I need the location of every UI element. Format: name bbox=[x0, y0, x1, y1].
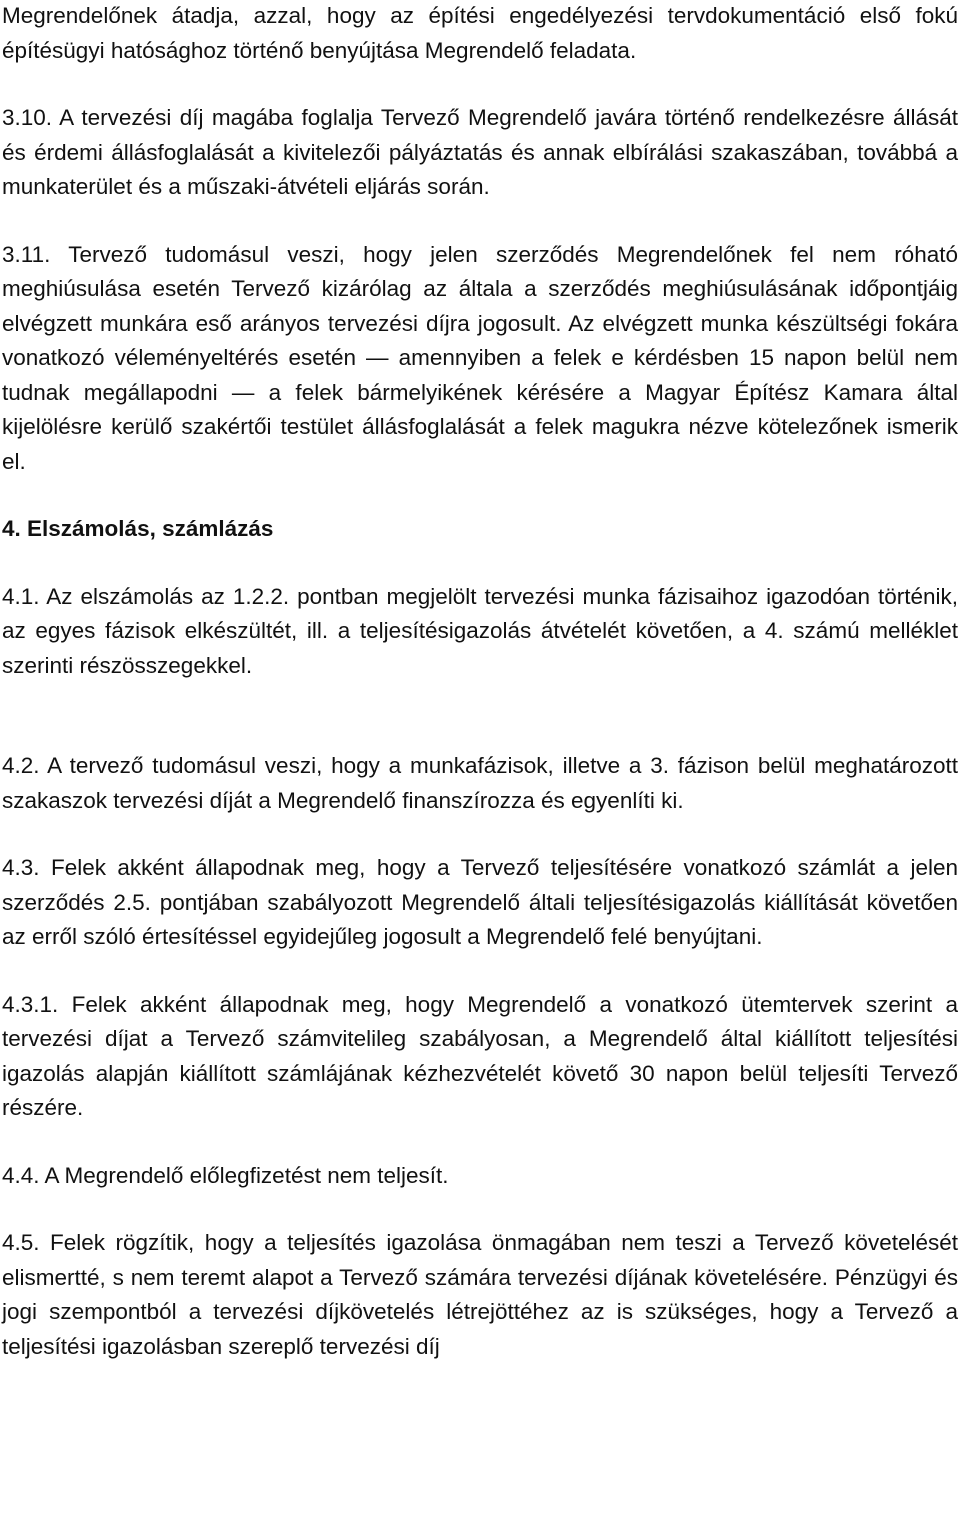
section-heading-4: 4. Elszámolás, számlázás bbox=[2, 516, 274, 541]
paragraph-4-3: 4.3. Felek akként állapodnak meg, hogy a Tervező teljesítésére vonatkozó számlát a jelen szerződés 2.5. pontjában szabályozott Megrendelő általi teljesítésigazolás kiállítását követően az erről szóló értesítéssel egyidejűleg jogosult a Megrendelő felé benyújtani. bbox=[2, 855, 958, 949]
paragraph-3-10: 3.10. A tervezési díj magába foglalja Tervező Megrendelő javára történő rendelkezésre állását és érdemi állásfoglalását a kivitelezői pályáztatás és annak elbírálási szakaszában, továbbá a munkaterület és a műszaki-átvételi eljárás során. bbox=[2, 105, 958, 199]
contract-page bbox=[2, 0, 958, 1364]
paragraph-4-3-1: 4.3.1. Felek akként állapodnak meg, hogy Megrendelő a vonatkozó ütemtervek szerint a tervezési díjat a Tervező számvitelileg szabályosan, a Megrendelő által kiállított teljesítési igazolás alapján kiállított számlájának kézhezvételét követő 30 napon belül teljesíti Tervező részére. bbox=[2, 991, 958, 1120]
paragraph-4-5: 4.5. Felek rögzítik, hogy a teljesítés igazolása önmagában nem teszi a Tervező követelését elismertté, s nem teremt alapot a Tervező számára tervezési díjának követelésére. Pénzügyi és jogi szempontból a tervezési díjkövetelés létrejöttéhez az is szükséges, hogy a Tervező a teljesítési igazolásban szereplő tervezési díj bbox=[2, 1230, 958, 1359]
paragraph-3-11: 3.11. Tervező tudomásul veszi, hogy jelen szerződés Megrendelőnek fel nem róható meghiúsulása esetén Tervező kizárólag az általa a szerződés meghiúsulásának időpontjáig elvégzett munkára eső arányos tervezési díjra jogosult. Az elvégzett munka készültségi fokára vonatkozó véleményeltérés esetén — amennyiben a felek e kérdésben 15 napon belül nem tudnak megállapodni — a felek bármelyikének kérésére a Magyar Építész Kamara által kijelölésre kerülő szakértői testület állásfoglalását a felek magukra nézve kötelezőnek ismerik el. bbox=[2, 241, 958, 474]
paragraph-4-1: 4.1. Az elszámolás az 1.2.2. pontban megjelölt tervezési munka fázisaihoz igazodóan történik, az egyes fázisok elkészültét, ill. a teljesítésigazolás átvételét követően, a 4. számú melléklet szerinti részösszegekkel. bbox=[2, 583, 958, 678]
paragraph-4-2: 4.2. A tervező tudomásul veszi, hogy a munkafázisok, illetve a 3. fázison belül meghatározott szakaszok tervezési díját a Megrendelő finanszírozza és egyenlíti ki. bbox=[2, 753, 958, 813]
paragraph-4-4: 4.4. A Megrendelő előlegfizetést nem teljesít. bbox=[2, 1162, 449, 1188]
paragraph-intro: Megrendelőnek átadja, azzal, hogy az építési engedélyezési tervdokumentáció első fokú építésügyi hatósághoz történő benyújtása Megrendelő feladata. bbox=[2, 3, 958, 63]
